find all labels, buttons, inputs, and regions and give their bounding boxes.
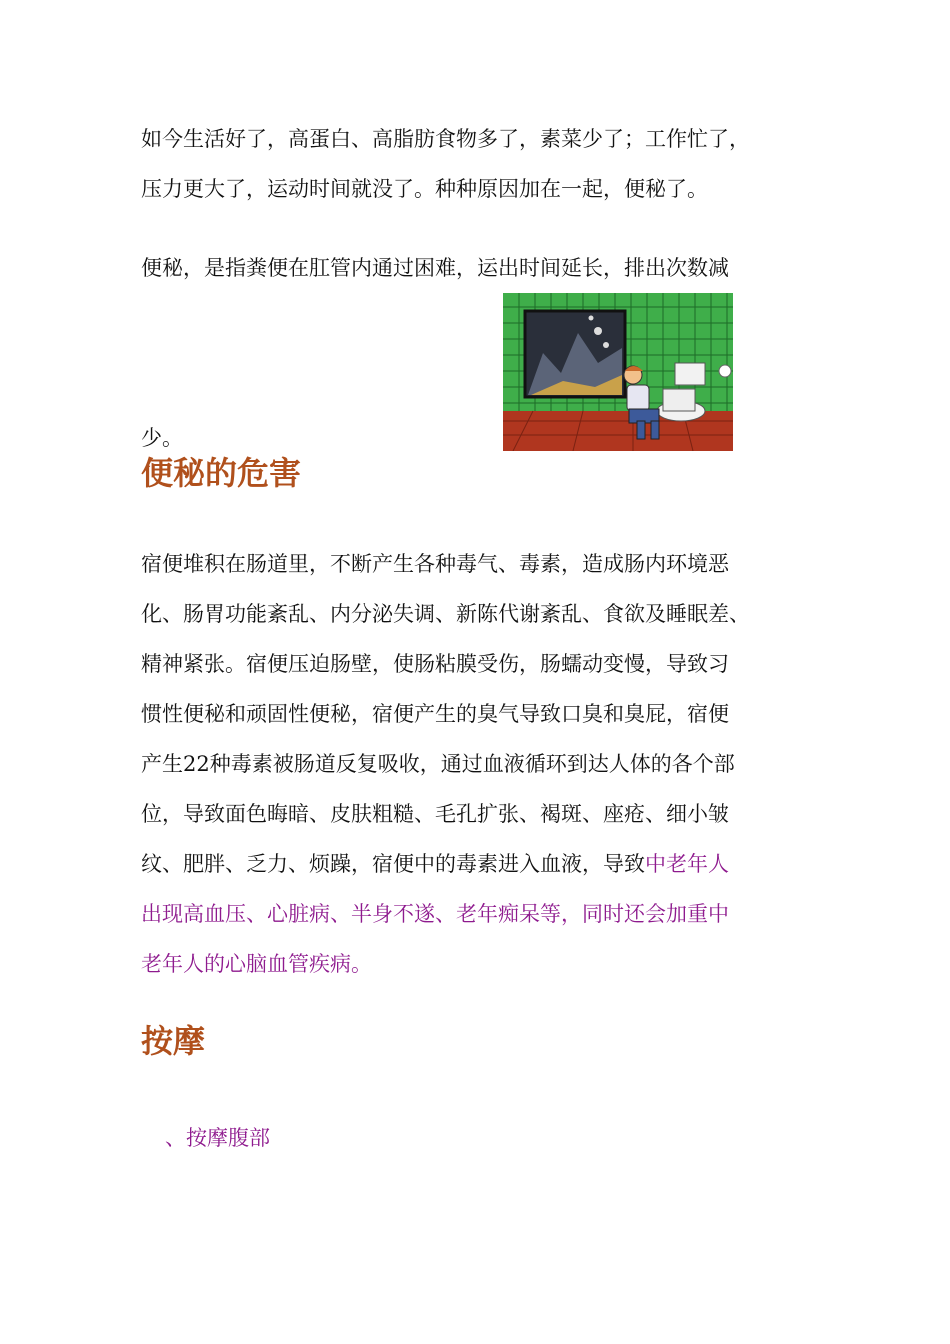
harm-line-7-highlight: 中老年人 (645, 852, 729, 876)
harm-line-5: 产生22种毒素被肠道反复吸收，通过血液循环到达人体的各个部 (141, 752, 735, 776)
harm-line-4: 惯性便秘和顽固性便秘，宿便产生的臭气导致口臭和臭屁，宿便 (141, 702, 729, 726)
definition-line-2: 少。 (141, 426, 183, 450)
harm-line-2: 化、肠胃功能紊乱、内分泌失调、新陈代谢紊乱、食欲及睡眠差、 (141, 602, 750, 626)
harm-line-8: 出现高血压、心脏病、半身不遂、老年痴呆等，同时还会加重中 (141, 902, 729, 926)
harm-line-9: 老年人的心脑血管疾病。 (141, 952, 372, 976)
harm-line-7-text: 纹、肥胖、乏力、烦躁，宿便中的毒素进入血液，导致 (141, 852, 645, 876)
intro-line-2: 压力更大了，运动时间就没了。种种原因加在一起，便秘了。 (141, 177, 708, 201)
harm-line-6: 位，导致面色晦暗、皮肤粗糙、毛孔扩张、褐斑、座疮、细小皱 (141, 802, 729, 826)
definition-line-1: 便秘，是指粪便在肛管内通过困难，运出时间延长，排出次数减 (141, 256, 729, 280)
massage-item: 、按摩腹部 (165, 1126, 270, 1150)
intro-line-1: 如今生活好了，高蛋白、高脂肪食物多了，素菜少了；工作忙了， (141, 127, 750, 151)
section-heading-harm: 便秘的危害 (141, 454, 302, 492)
harm-line-1: 宿便堆积在肠道里，不断产生各种毒气、毒素，造成肠内环境恶 (141, 552, 729, 576)
harm-line-3: 精神紧张。宿便压迫肠壁，使肠粘膜受伤，肠蠕动变慢，导致习 (141, 652, 729, 676)
harm-line-7 (141, 851, 729, 877)
section-heading-massage: 按摩 (141, 1022, 206, 1060)
constipation-illustration (503, 293, 733, 451)
